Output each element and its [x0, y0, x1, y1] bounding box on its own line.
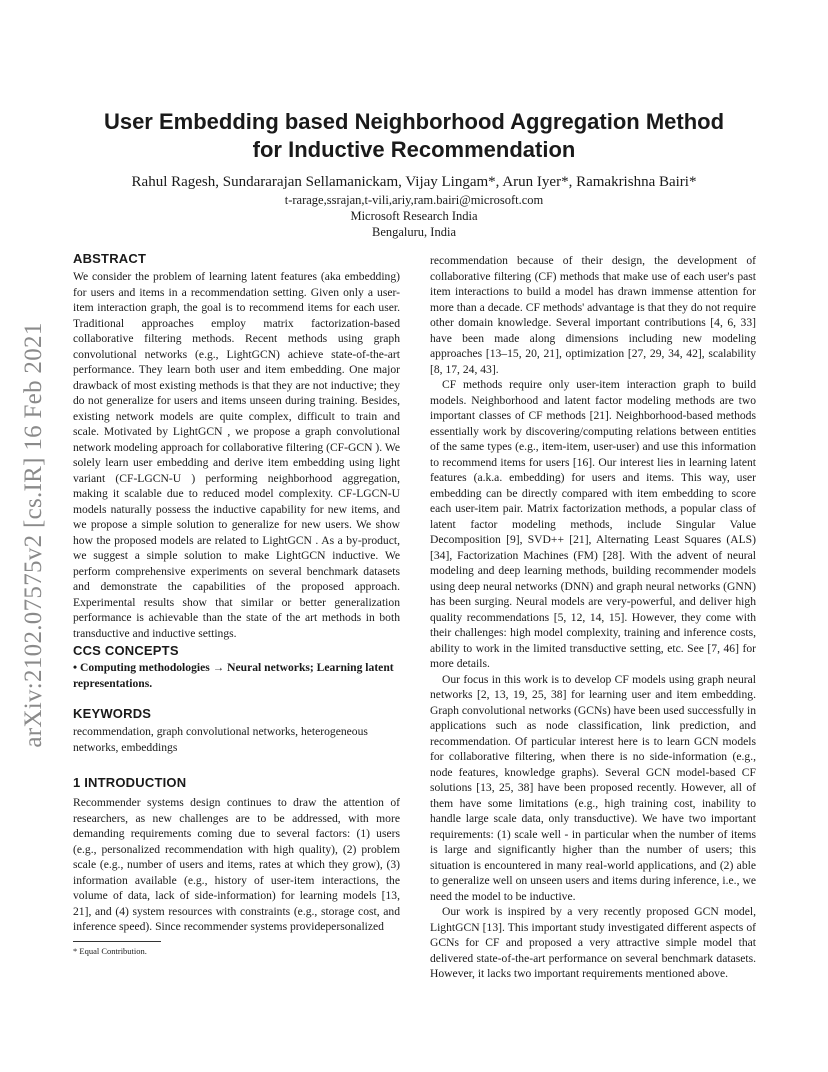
footnote: * Equal Contribution. — [73, 946, 147, 956]
intro-body — [73, 795, 400, 935]
ccs-heading: CCS CONCEPTS — [73, 643, 179, 658]
intro-paragraph-1: Recommender systems design continues to draw the attention of researchers, as new challenges are to be addressed, with more demanding requirements coming due to several factors: (1) users (e.g., personalized recommendation with high quality), (2) problem scale (e.g., number of users and items, rates at which they grow), (3) information available (e.g., history of user-item interactions, the volume of data, lack of side-information) for learning models [13, 21], and (4) system resources with constraints (e.g., storage cost, and inference speed). Since recommender systems providepersonalized — [73, 796, 400, 933]
intro-paragraph-3: Our focus in this work is to develop CF models using graph neural networks [2, 13, 19, 25, 38] for learning user and item embedding. Graph convolutional networks (GCNs) have been used successfully in applications such as node classification, link prediction, and recommendation. Of particular interest here is to learn GCN models for collaborative filtering, when there is no side-information (e.g., node features, knowledge graphs). Several GCN model-based CF solutions [13, 25, 38] have been proposed recently. However, all of them have some limitations (e.g., high training cost, inability to handle large scale data, only transductive). We have two important requirements: (1) scale well - in particular when the number of items is large and significantly higher than the number of users; this situation is encountered in many real-world applications, and (2) able to generalize well on unseen users and items during inference, i.e., we need the model to be inductive. — [430, 672, 756, 903]
abstract-text: We consider the problem of learning latent features (aka embedding) for users and items in a recommendation setting. Given only a user-item interaction graph, the goal is to recommend items for each user. Traditional approaches employ matrix factorization-based collaborative filtering methods. Recent methods using graph convolutional networks (e.g., LightGCN) achieve state-of-the-art performance. They learn both user and item embedding. One major drawback of most existing methods is that they are not inductive; they do not generalize for users and items unseen during training. Besides, existing network models are quite complex, difficult to train and scale. Motivated by LightGCN , we propose a graph convolutional network modeling approach for collaborative filtering (CF-GCN ). We solely learn user embedding and derive item embedding using light variant (CF-LGCN-U ) performing neighborhood aggregation, making it scalable due to reduced model complexity. CF-LGCN-U models naturally possess the inductive capability for new items, and we propose a simple solution to generalize for new users. We show how the proposed models are related to LightGCN . As a by-product, we suggest a simple solution to make LightGCN inductive. We perform comprehensive experiments on several benchmark datasets and demonstrate the capabilities of the proposed approach. Experimental results show that similar or better generalization performance is achievable than the state of the art methods in both transductive and inductive settings. — [73, 270, 400, 640]
ccs-text: • Computing methodologies → Neural networks; Learning latent representations. — [73, 661, 394, 690]
ccs-body — [73, 660, 400, 691]
keywords-text: recommendation, graph convolutional networks, heterogeneous networks, embeddings — [73, 725, 368, 754]
keywords-body — [73, 724, 400, 755]
keywords-heading: KEYWORDS — [73, 706, 152, 721]
arxiv-sidebar — [14, 300, 54, 770]
intro-heading: 1 INTRODUCTION — [73, 775, 187, 790]
footnote-rule — [73, 941, 161, 942]
author-emails: t-rarage,ssrajan,t-vili,ariy,ram.bairi@microsoft.com — [284, 193, 544, 207]
affiliation-org: Microsoft Research India — [350, 209, 478, 223]
affiliation-city: Bengaluru, India — [371, 225, 456, 239]
abstract-body — [73, 269, 400, 641]
title-line-1: User Embedding based Neighborhood Aggregation Method — [103, 109, 725, 134]
right-column — [430, 253, 756, 982]
author-list: Rahul Ragesh, Sundararajan Sellamanickam, Vijay Lingam*, Arun Iyer*, Ramakrishna Bairi* — [131, 174, 697, 190]
intro-paragraph-1-cont: recommendation because of their design, the development of collaborative filtering (CF) methods that make use of each user's past item interactions to build a model has drawn immense attention for more than a decade. CF methods' advantage is that they do not require other domain knowledge. Several important contributions [4, 6, 33] have been made along dimensions including new modeling approaches [13–15, 20, 21], optimization [27, 29, 34, 42], scalability [8, 17, 24, 43]. — [430, 254, 756, 376]
intro-paragraph-2: CF methods require only user-item interaction graph to build models. Neighborhood and latent factor modeling methods are two important classes of CF methods [21]. Neighborhood-based methods essentially work by discovering/computing relations between entities of the same types (e.g., item-item, user-user) and use this information to recommend items for users [16]. Our interest lies in learning latent features (a.k.a. embedding) for users and items. This way, user embedding can be directly compared with item embedding to score each user-item pair. Matrix factorization methods, a popular class of latent factor modeling methods, include Singular Value Decomposition [9], SVD++ [21], Alternating Least Squares (ALS) [34], Factorization Machines (FM) [28]. With the advent of neural modeling and deep learning methods, building recommender models using deep neural networks (DNN) and graph neural networks (GNN) has been surging. Neural models are very-powerful, and deliver high quality recommendations [5, 12, 14, 15]. However, they come with their challenges: high model complexity, training and inference costs, ability to work in the limited transductive setting, etc. See [7, 46] for more details. — [430, 378, 756, 670]
intro-paragraph-4: Our work is inspired by a very recently proposed GCN model, LightGCN [13]. This important study investigated different aspects of GCNs for CF and proposed a very attractive simple model that delivered state-of-the-art performance on several benchmark datasets. However, it lacks two important requirements mentioned above. — [430, 905, 756, 980]
arxiv-identifier: arXiv:2102.07575v2 [cs.IR] 16 Feb 2021 — [20, 322, 47, 748]
title-line-2: for Inductive Recommendation — [252, 137, 576, 162]
abstract-heading: ABSTRACT — [73, 251, 147, 266]
paper-title — [0, 108, 828, 164]
